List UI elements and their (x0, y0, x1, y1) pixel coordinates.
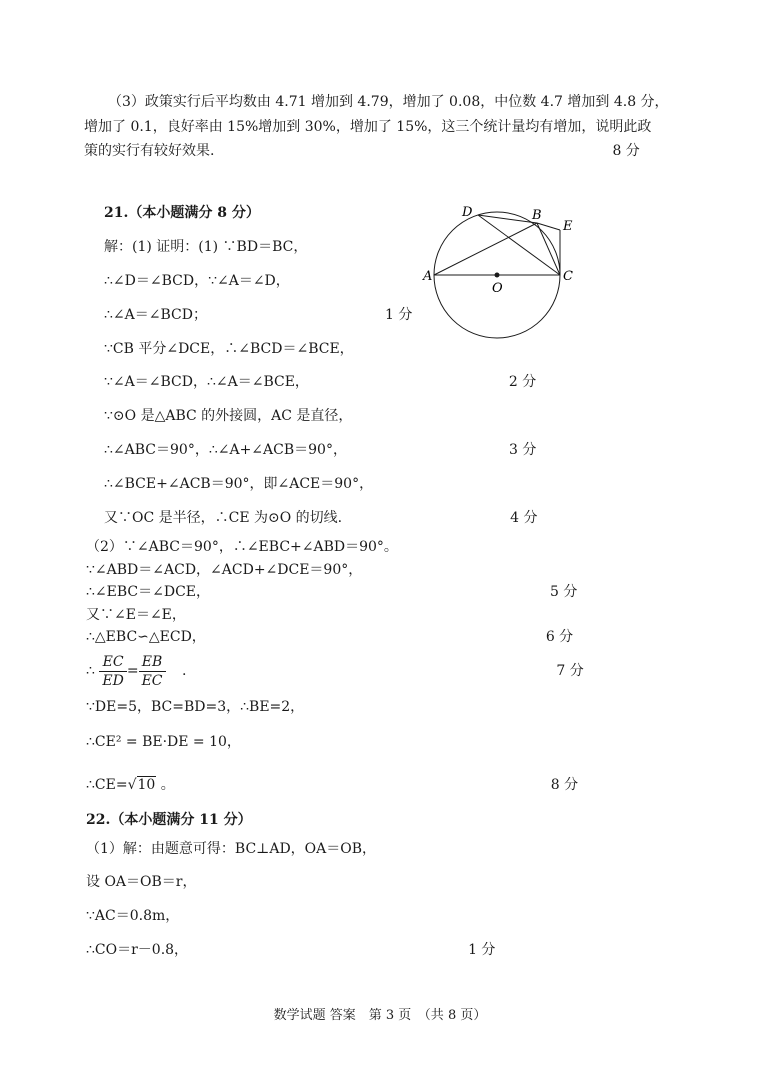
q22-line-1: （1）解：由题意可得：BC⊥AD，OA＝OB， (86, 841, 377, 857)
q21-line-4: ∵CB 平分∠DCE，∴∠BCD＝∠BCE， (104, 341, 354, 357)
score-2: 2 分 (508, 374, 537, 390)
leader-dots (181, 775, 551, 795)
label-d: D (462, 205, 473, 220)
leader-dots (213, 305, 385, 325)
equals-sign: = (126, 663, 139, 679)
therefore-symbol: ∴ (86, 663, 95, 679)
fraction-denominator: ED (102, 672, 124, 689)
leader-dots (460, 141, 612, 161)
q21-line-9-text: 又∵OC 是半径，∴CE 为⊙O 的切线. (104, 510, 343, 526)
label-o: O (492, 281, 503, 296)
leader-dots (220, 582, 550, 602)
q22-line-3: ∵AC＝0.8m， (86, 908, 180, 924)
label-a: A (423, 269, 433, 284)
score-1: 1 分 (384, 307, 413, 323)
q22-score-1: 1 分 (468, 942, 496, 958)
q21-part2-line-3-text: ∴∠EBC＝∠DCE， (86, 584, 211, 600)
score: 8 分 (612, 143, 640, 159)
fraction-denominator: EC (141, 672, 163, 689)
q21-line-3-text: ∴∠A＝∠BCD； (104, 307, 207, 323)
q21-part2-line-1: （2）∵∠ABC＝90°，∴∠EBC+∠ABD＝90°。 (86, 539, 398, 555)
q21-line-6: ∵⊙O 是△ABC 的外接圆，AC 是直径， (104, 408, 353, 424)
score-8: 8 分 (550, 777, 579, 793)
q21-part2-line-4: 又∵∠E＝∠E， (86, 607, 186, 623)
label-c: C (563, 269, 573, 284)
label-e: E (563, 219, 573, 234)
center-point (495, 273, 500, 278)
fraction-numerator: EC (99, 653, 126, 672)
sqrt-sign: √ (127, 777, 137, 793)
q21-line-5 (104, 372, 536, 392)
leader-dots (192, 940, 468, 960)
q21-part2-line-8: ∴CE² = BE·DE = 10， (86, 734, 241, 750)
score-5: 5 分 (550, 584, 578, 600)
sqrt-radicand: 10 (137, 777, 156, 793)
page-footer: 数学试题 答案 第 3 页 （共 8 页） (273, 1008, 487, 1023)
q22-line-4 (86, 940, 495, 960)
q22-line-4-text: ∴CO＝r－0.8， (86, 942, 189, 958)
q22-title: 22.（本小题满分 11 分） (86, 812, 252, 828)
ce-suffix: 。 (156, 777, 175, 793)
segment-dc (478, 215, 560, 275)
ce-prefix: ∴CE= (86, 777, 128, 793)
fraction-numerator: EB (139, 653, 166, 672)
leader-dots (220, 661, 556, 681)
q20-line-1: （3）政策实行后平均数由 4.71 增加到 4.79，增加了 0.08，中位数 4.7 增加到 4.8 分， (108, 94, 669, 110)
q21-line-8: ∴∠BCE+∠ACB＝90°，即∠ACE＝90°， (104, 476, 374, 492)
q21-line-1: 解：(1) 证明：(1) ∵BD＝BC， (104, 239, 308, 255)
q20-line-3 (84, 141, 640, 161)
q21-part2-line-7: ∵DE=5，BC=BD=3，∴BE=2， (86, 699, 305, 715)
leader-dots (216, 627, 546, 647)
segment-ab (434, 223, 537, 275)
score-3: 3 分 (508, 442, 537, 458)
q21-line-5-text: ∵∠A＝∠BCD，∴∠A＝∠BCE， (104, 374, 309, 390)
score-6: 6 分 (545, 629, 574, 645)
score-4: 4 分 (510, 510, 538, 526)
q21-part2-line-5-text: ∴△EBC∽△ECD， (86, 629, 206, 645)
q21-line-9 (104, 508, 538, 528)
q21-line-7 (104, 440, 536, 460)
fraction-ec-ed (99, 653, 126, 690)
q21-part2-line-9 (86, 775, 578, 795)
leader-dots (350, 508, 510, 528)
circle-figure (420, 200, 590, 340)
q21-line-2: ∴∠D＝∠BCD，∵∠A＝∠D， (104, 273, 290, 289)
q21-part2-line-3 (86, 582, 577, 602)
score-7: 7 分 (556, 663, 584, 679)
leader-dots (357, 440, 509, 460)
label-b: B (532, 208, 542, 223)
q21-part2-line-5 (86, 627, 573, 647)
q21-part2-line-6 (86, 652, 584, 692)
q21-line-3 (104, 305, 412, 325)
q20-line-3-text: 策的实行有较好效果. (84, 143, 215, 159)
q20-line-2: 增加了 0.1，良好率由 15%增加到 30%，增加了 15%，这三个统计量均有增加，说明此政 (84, 119, 652, 135)
fraction-eb-ec (139, 653, 166, 690)
q21-part2-line-2: ∵∠ABD＝∠ACD，∠ACD+∠DCE＝90°， (86, 562, 363, 578)
leader-dots (317, 372, 509, 392)
q22-line-2: 设 OA＝OB＝r， (86, 874, 197, 890)
period: . (181, 663, 187, 679)
q21-title: 21.（本小题满分 8 分） (104, 205, 260, 221)
q21-line-7-text: ∴∠ABC＝90°，∴∠A+∠ACB＝90°， (104, 442, 347, 458)
